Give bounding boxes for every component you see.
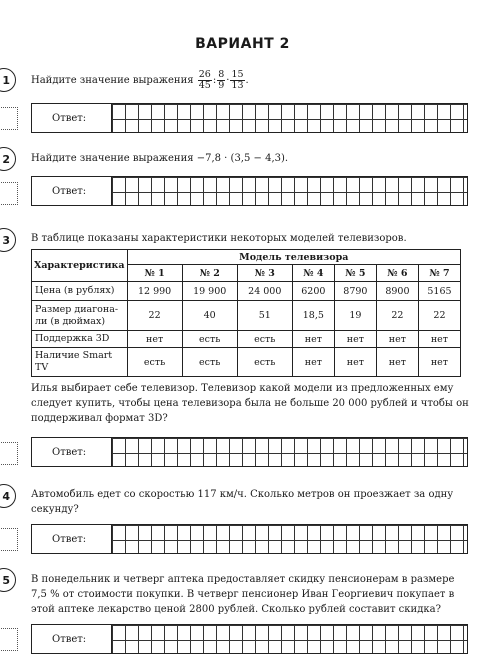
fraction-3-denominator: 13 [231,80,244,91]
table-row-label: Наличие Smart TV [32,348,128,377]
table-row [32,301,461,331]
table-cell: нет [418,331,460,348]
fraction-3 [230,70,244,91]
question-3-intro: В таблице показаны характеристики некоторых моделей телевизоров. [31,233,407,244]
table-cell: 22 [418,301,460,331]
margin-score-box-1 [0,107,18,130]
table-cell: 5165 [418,282,460,301]
operator-divide: : [212,75,217,86]
table-cell: есть [237,331,292,348]
table-cell: 24 000 [237,282,292,301]
operator-multiply: · [226,75,230,86]
answer-box-2[interactable] [31,176,468,206]
table-row [32,348,461,377]
answer-box-4[interactable] [31,524,468,554]
question-1-period: . [245,75,249,86]
margin-score-box-3 [0,442,18,465]
question-5-text: В понедельник и четверг аптека предоставляет скидку пенсионерам в размере 7,5 % от стоимости покупки. В четверг пенсионер Иван Георгиевич покупает в этой аптеке лекарство ценой 2800 рублей. Сколько рублей составит скидка? [31,574,455,615]
question-number-3: 3 [0,228,16,252]
table-cell: 8790 [334,282,376,301]
table-cell: 22 [376,301,418,331]
table-column-header: № 4 [292,265,334,282]
page-title: ВАРИАНТ 2 [195,36,290,52]
fraction-1 [198,70,212,91]
question-3-text: Илья выбирает себе телевизор. Телевизор какой модели из предложенных ему следует купить, чтобы цена телевизора была не больше 20 000 рублей и чтобы он поддерживал формат 3D? [31,383,469,424]
table-cell: 22 [127,301,182,331]
answer-grid[interactable] [112,104,467,132]
table-column-header: № 3 [237,265,292,282]
table-cell: 12 990 [127,282,182,301]
question-2-text: Найдите значение выражения −7,8 · (3,5 − 4,3). [31,153,289,164]
question-number-5: 5 [0,568,16,592]
answer-label: Ответ: [32,625,112,653]
table-row-label: Размер диагона-ли (в дюймах) [32,301,128,331]
question-number-1: 1 [0,68,16,92]
margin-score-box-5 [0,628,18,651]
table-cell: 8900 [376,282,418,301]
fraction-2-denominator: 9 [218,80,225,91]
table-cell: нет [334,331,376,348]
question-1-text [31,70,469,91]
answer-grid[interactable] [112,625,467,653]
answer-box-1[interactable] [31,103,468,133]
fraction-3-numerator: 15 [231,69,244,80]
answer-box-5[interactable] [31,624,468,654]
answer-grid[interactable] [112,525,467,553]
table-cell: нет [334,348,376,377]
fraction-2 [217,70,225,91]
table-cell: 18,5 [292,301,334,331]
table-column-header: № 6 [376,265,418,282]
answer-label: Ответ: [32,438,112,466]
answer-label: Ответ: [32,177,112,205]
answer-label: Ответ: [32,104,112,132]
table-cell: 51 [237,301,292,331]
table-row-label: Цена (в рублях) [32,282,128,301]
margin-score-box-2 [0,182,18,205]
answer-grid[interactable] [112,177,467,205]
table-row-header: Характеристика [32,250,128,282]
table-column-header: № 2 [182,265,237,282]
question-number-4: 4 [0,484,16,508]
question-number-2: 2 [0,147,16,171]
table-column-header: № 1 [127,265,182,282]
table-cell: есть [182,348,237,377]
tv-models-table [31,249,461,377]
table-group-header: Модель телевизора [127,250,460,265]
table-cell: есть [182,331,237,348]
answer-grid[interactable] [112,438,467,466]
table-cell: нет [376,331,418,348]
table-cell: 6200 [292,282,334,301]
table-cell: есть [237,348,292,377]
answer-box-3[interactable] [31,437,468,467]
table-cell: 19 900 [182,282,237,301]
table-cell: нет [418,348,460,377]
table-cell: нет [292,331,334,348]
question-1-lead: Найдите значение выражения [31,75,194,86]
table-cell: 40 [182,301,237,331]
table-column-header: № 5 [334,265,376,282]
table-cell: 19 [334,301,376,331]
fraction-1-numerator: 26 [198,69,211,80]
table-row [32,282,461,301]
fraction-1-denominator: 45 [198,80,211,91]
margin-score-box-4 [0,528,18,551]
table-cell: нет [127,331,182,348]
table-column-header: № 7 [418,265,460,282]
table-row [32,331,461,348]
answer-label: Ответ: [32,525,112,553]
table-cell: нет [376,348,418,377]
table-cell: есть [127,348,182,377]
table-row-label: Поддержка 3D [32,331,128,348]
question-4-text: Автомобиль едет со скоростью 117 км/ч. Сколько метров он проезжает за одну секунду? [31,489,454,515]
table-cell: нет [292,348,334,377]
fraction-2-numerator: 8 [218,69,225,80]
